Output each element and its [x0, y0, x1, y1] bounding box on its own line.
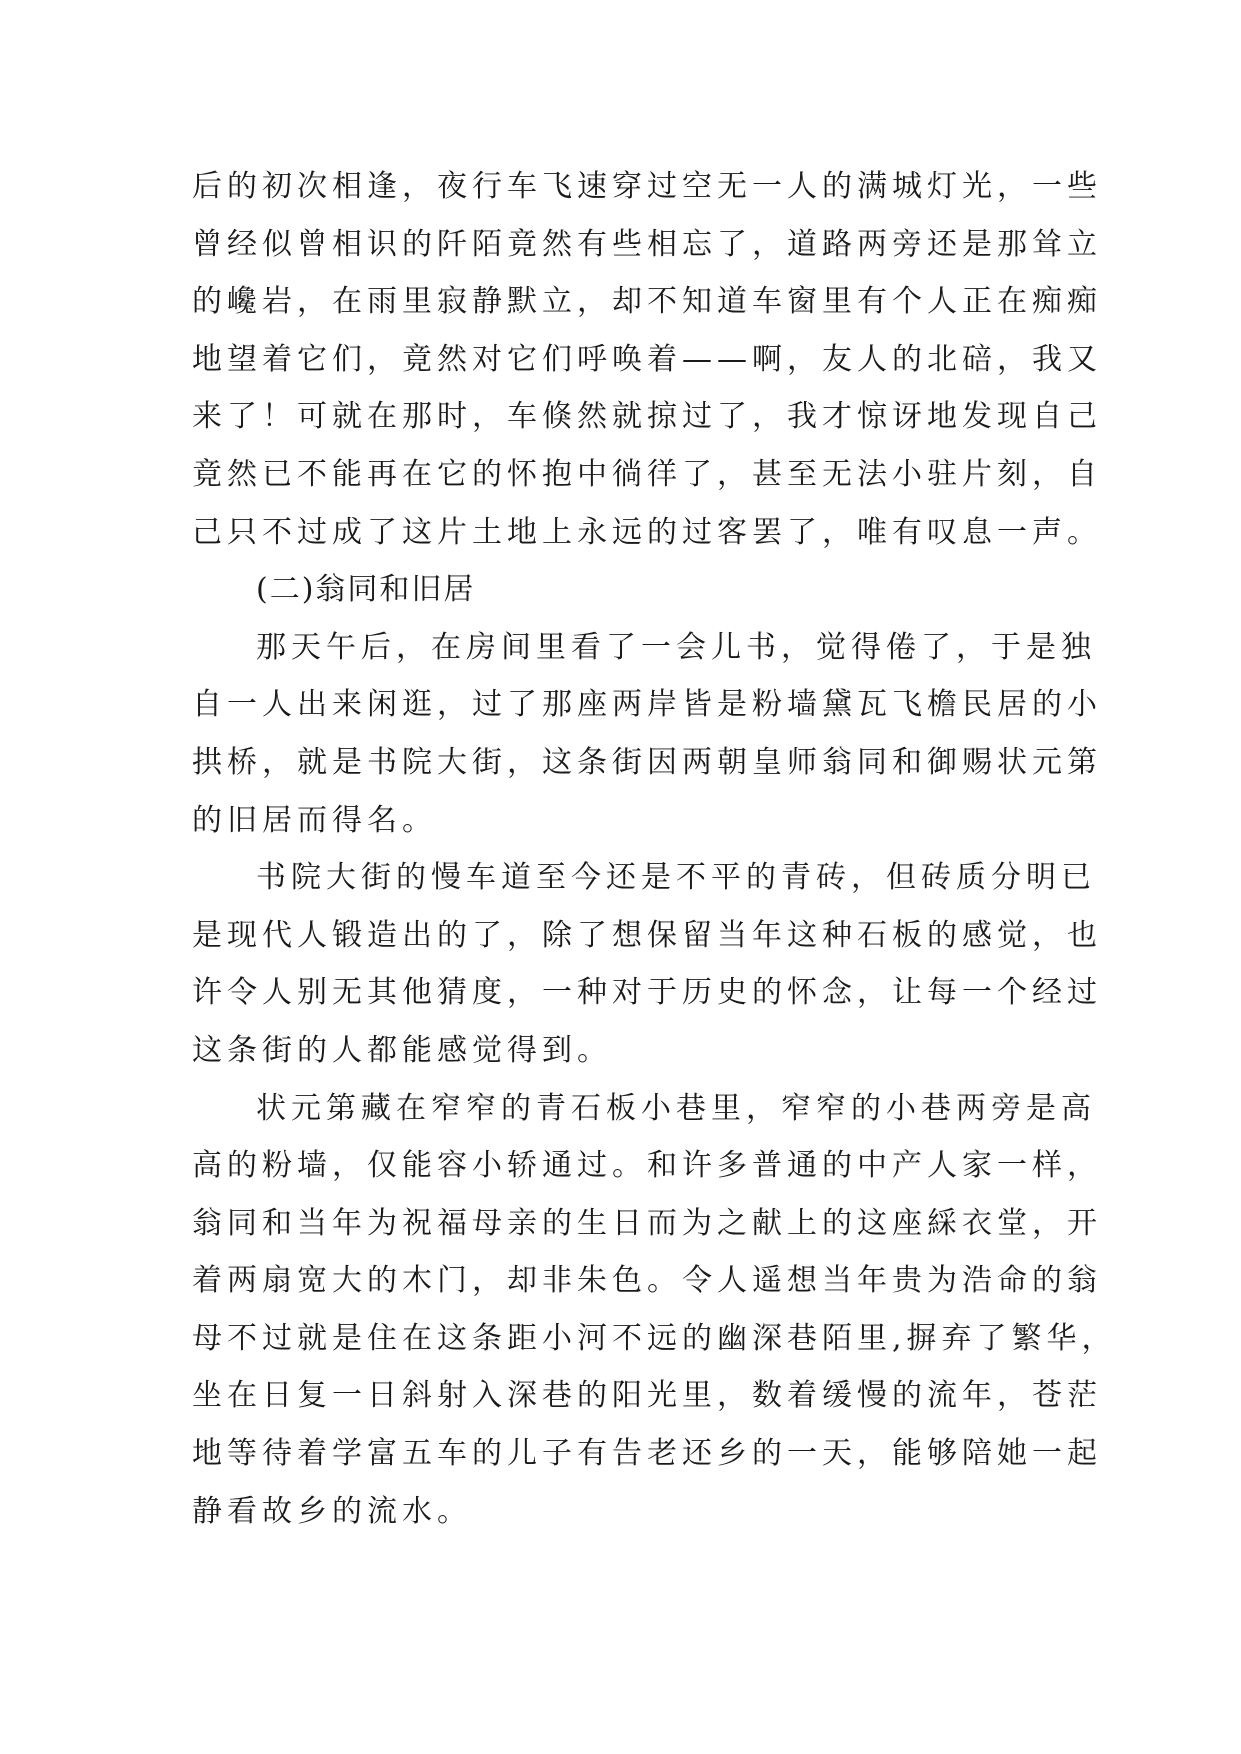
- text-line: 翁同和当年为祝福母亲的生日而为之献上的这座綵衣堂，开: [192, 1205, 1102, 1241]
- text-line: 的旧居而得名。: [192, 802, 437, 838]
- text-line: 的巉岩，在雨里寂静默立，却不知道车窗里有个人正在痴痴: [192, 284, 1102, 320]
- text-line: 拱桥，就是书院大街，这条街因两朝皇师翁同和御赐状元第: [192, 744, 1102, 780]
- paragraph-first-line: 书院大街的慢车道至今还是不平的青砖，但砖质分明已: [256, 860, 1096, 896]
- text-line: 地望着它们，竟然对它们呼唤着——啊，友人的北碚，我又: [192, 341, 1102, 377]
- text-line: 自一人出来闲逛，过了那座两岸皆是粉墙黛瓦飞檐民居的小: [192, 687, 1102, 723]
- text-line: 竟然已不能再在它的怀抱中徜徉了，甚至无法小驻片刻，自: [192, 456, 1102, 492]
- section-heading: (二)翁同和旧居: [256, 572, 476, 608]
- paragraph-first-line: 状元第藏在窄窄的青石板小巷里，窄窄的小巷两旁是高: [256, 1090, 1096, 1126]
- text-line: 后的初次相逢，夜行车飞速穿过空无一人的满城灯光，一些: [192, 169, 1102, 204]
- text-line: 静看故乡的流水。: [192, 1493, 472, 1529]
- text-line: 是现代人锻造出的了，除了想保留当年这种石板的感觉，也: [192, 917, 1102, 953]
- essay-body: [192, 158, 1117, 1540]
- text-line: 母不过就是住在这条距小河不远的幽深巷陌里,摒弃了繁华，: [192, 1320, 1117, 1356]
- text-line: 来了！可就在那时，车倏然就掠过了，我才惊讶地发现自己: [192, 399, 1102, 435]
- text-line: 高的粉墙，仅能容小轿通过。和许多普通的中产人家一样，: [192, 1148, 1102, 1184]
- text-line: 曾经似曾相识的阡陌竟然有些相忘了，道路两旁还是那耸立: [192, 226, 1102, 262]
- paragraph-first-line: 那天午后，在房间里看了一会儿书，觉得倦了，于是独: [256, 629, 1096, 665]
- text-line: 坐在日复一日斜射入深巷的阳光里，数着缓慢的流年，苍茫: [192, 1378, 1102, 1414]
- text-line: 着两扇宽大的木门，却非朱色。令人遥想当年贵为浩命的翁: [192, 1263, 1102, 1299]
- text-line: 这条街的人都能感觉得到。: [192, 1032, 612, 1068]
- text-line: 许令人别无其他猜度，一种对于历史的怀念，让每一个经过: [192, 975, 1102, 1011]
- text-line: 己只不过成了这片土地上永远的过客罢了，唯有叹息一声。: [192, 514, 1102, 550]
- text-line: 地等待着学富五车的儿子有告老还乡的一天，能够陪她一起: [192, 1436, 1102, 1472]
